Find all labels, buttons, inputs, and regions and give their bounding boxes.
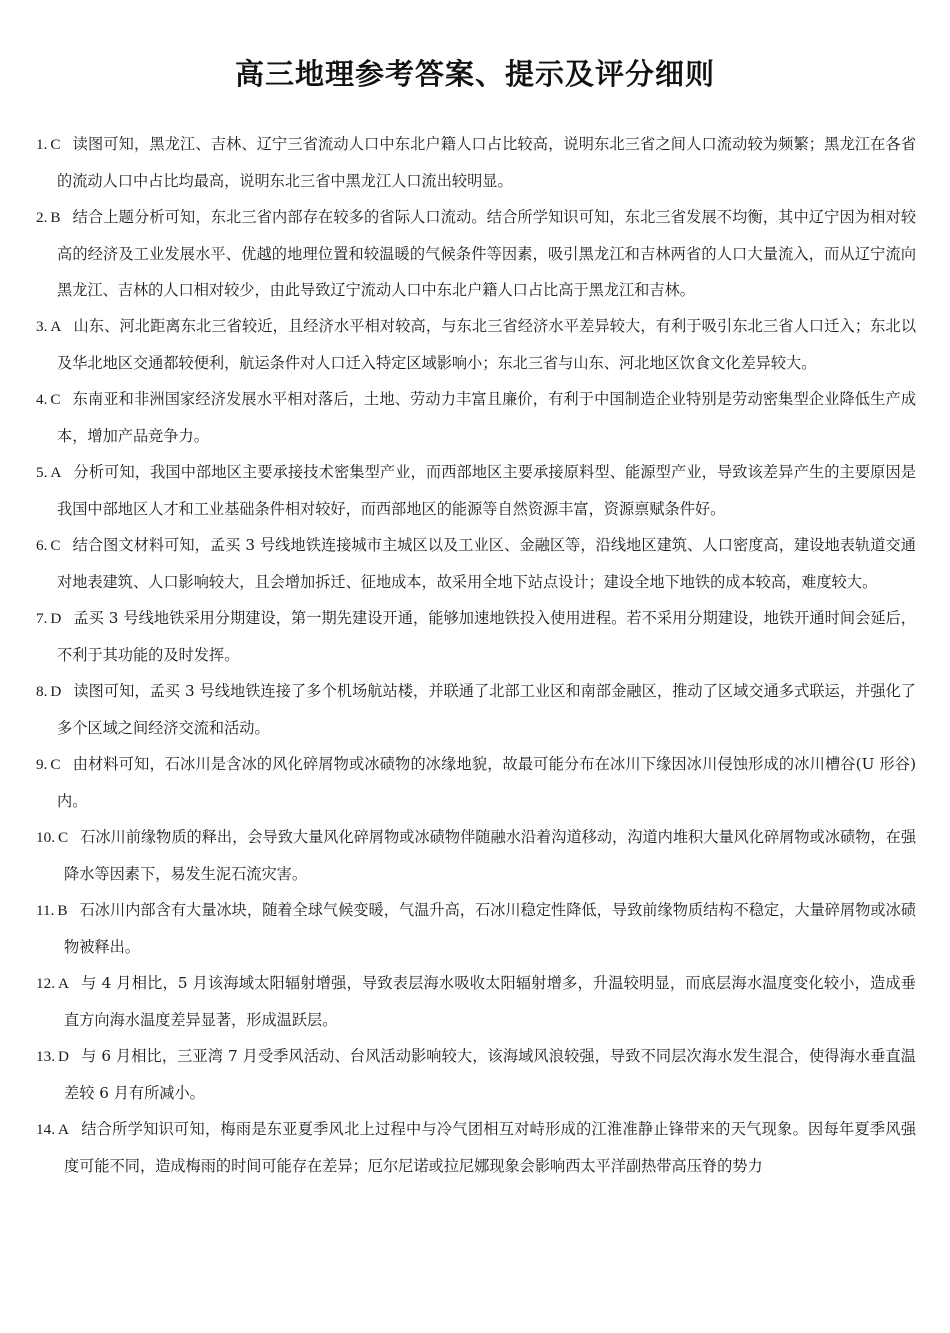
answer-explanation: 山东、河北距离东北三省较近，且经济水平相对较高，与东北三省经济水平差异较大，有利于吸引东北三省人口迁入；东北以及华北地区交通都较便利，航运条件对人口迁入特定区域影响小；东北三省与山东、河北地区饮食文化差异较大。 (57, 317, 916, 372)
answer-key: D (50, 683, 62, 700)
answer-key: A (50, 318, 62, 335)
answer-item (36, 673, 916, 746)
answer-number: 3. (36, 318, 48, 335)
answer-explanation: 由材料可知，石冰川是含冰的风化碎屑物或冰碛物的冰缘地貌，故最可能分布在冰川下缘因冰川侵蚀形成的冰川槽谷(U 形谷)内。 (57, 755, 916, 810)
answer-number: 8. (36, 683, 48, 700)
answer-item (36, 1038, 916, 1111)
answer-key: A (50, 464, 62, 481)
answer-item (36, 600, 916, 673)
answer-number: 4. (36, 391, 48, 408)
answer-item (36, 746, 916, 819)
answer-item (36, 1111, 916, 1184)
answer-item (36, 381, 916, 454)
answer-key: C (50, 136, 61, 153)
answer-item (36, 819, 916, 892)
answer-item (36, 199, 916, 308)
answer-item (36, 454, 916, 527)
answer-explanation: 结合所学知识可知，梅雨是东亚夏季风北上过程中与冷气团相互对峙形成的江淮准静止锋带来的天气现象。因每年夏季风强度可能不同，造成梅雨的时间可能存在差异；厄尔尼诺或拉尼娜现象会影响西太平洋副热带高压脊的势力 (64, 1120, 916, 1175)
answer-item (36, 308, 916, 381)
answer-key: D (50, 610, 62, 627)
page-title: 高三地理参考答案、提示及评分细则 (234, 57, 715, 91)
answer-explanation: 石冰川内部含有大量冰块，随着全球气候变暖，气温升高，石冰川稳定性降低，导致前缘物质结构不稳定，大量碎屑物或冰碛物被释出。 (64, 901, 916, 956)
answer-key: A (57, 1121, 69, 1138)
answer-number: 14. (36, 1121, 55, 1138)
answer-explanation: 读图可知，孟买 3 号线地铁连接了多个机场航站楼，并联通了北部工业区和南部金融区，推动了区域交通多式联运，并强化了多个区域之间经济交流和活动。 (57, 682, 916, 737)
answer-explanation: 结合图文材料可知，孟买 3 号线地铁连接城市主城区以及工业区、金融区等，沿线地区建筑、人口密度高，建设地表轨道交通对地表建筑、人口影响较大，且会增加拆迁、征地成本，故采用全地下站点设计；建设全地下地铁的成本较高，难度较大。 (57, 536, 916, 591)
answer-key: C (50, 537, 61, 554)
answer-explanation: 结合上题分析可知，东北三省内部存在较多的省际人口流动。结合所学知识可知，东北三省发展不均衡，其中辽宁因为相对较高的经济及工业发展水平、优越的地理位置和较温暖的气候条件等因素，吸引黑龙江和吉林两省的人口大量流入，而从辽宁流向黑龙江、吉林的人口相对较少，由此导致辽宁流动人口中东北户籍人口占比高于黑龙江和吉林。 (57, 208, 916, 299)
answer-number: 9. (36, 756, 48, 773)
answer-number: 1. (36, 136, 48, 153)
answer-number: 13. (36, 1048, 55, 1065)
answer-number: 5. (36, 464, 48, 481)
answer-number: 7. (36, 610, 48, 627)
answer-number: 11. (36, 902, 55, 919)
answer-key: C (50, 756, 61, 773)
answer-explanation: 与 6 月相比，三亚湾 7 月受季风活动、台风活动影响较大，该海域风浪较强，导致不同层次海水发生混合，使得海水垂直温差较 6 月有所减小。 (64, 1047, 916, 1102)
answer-list (36, 126, 916, 1184)
answer-explanation: 与 4 月相比，5 月该海域太阳辐射增强，导致表层海水吸收太阳辐射增多，升温较明显，而底层海水温度变化较小，造成垂直方向海水温度差异显著，形成温跃层。 (64, 974, 916, 1029)
answer-item (36, 126, 916, 199)
answer-number: 10. (36, 829, 55, 846)
answer-item (36, 965, 916, 1038)
answer-explanation: 分析可知，我国中部地区主要承接技术密集型产业，而西部地区主要承接原料型、能源型产业，导致该差异产生的主要原因是我国中部地区人才和工业基础条件相对较好，而西部地区的能源等自然资源丰富，资源禀赋条件好。 (57, 463, 916, 518)
answer-key: B (50, 209, 61, 226)
answer-item (36, 527, 916, 600)
answer-key: A (57, 975, 69, 992)
answer-item (36, 892, 916, 965)
answer-explanation: 东南亚和非洲国家经济发展水平相对落后，土地、劳动力丰富且廉价，有利于中国制造企业特别是劳动密集型企业降低生产成本，增加产品竞争力。 (57, 390, 916, 445)
answer-number: 6. (36, 537, 48, 554)
answer-explanation: 读图可知，黑龙江、吉林、辽宁三省流动人口中东北户籍人口占比较高，说明东北三省之间人口流动较为频繁；黑龙江在各省的流动人口中占比均最高，说明东北三省中黑龙江人口流出较明显。 (57, 135, 916, 190)
answer-explanation: 石冰川前缘物质的释出，会导致大量风化碎屑物或冰碛物伴随融水沿着沟道移动，沟道内堆积大量风化碎屑物或冰碛物，在强降水等因素下，易发生泥石流灾害。 (64, 828, 916, 883)
answer-key: C (57, 829, 69, 846)
answer-key: D (57, 1048, 69, 1065)
answer-number: 12. (36, 975, 55, 992)
answer-key: C (50, 391, 61, 408)
answer-explanation: 孟买 3 号线地铁采用分期建设，第一期先建设开通，能够加速地铁投入使用进程。若不采用分期建设，地铁开通时间会延后，不利于其功能的及时发挥。 (57, 609, 916, 664)
answer-key: B (57, 902, 68, 919)
answer-number: 2. (36, 209, 48, 226)
